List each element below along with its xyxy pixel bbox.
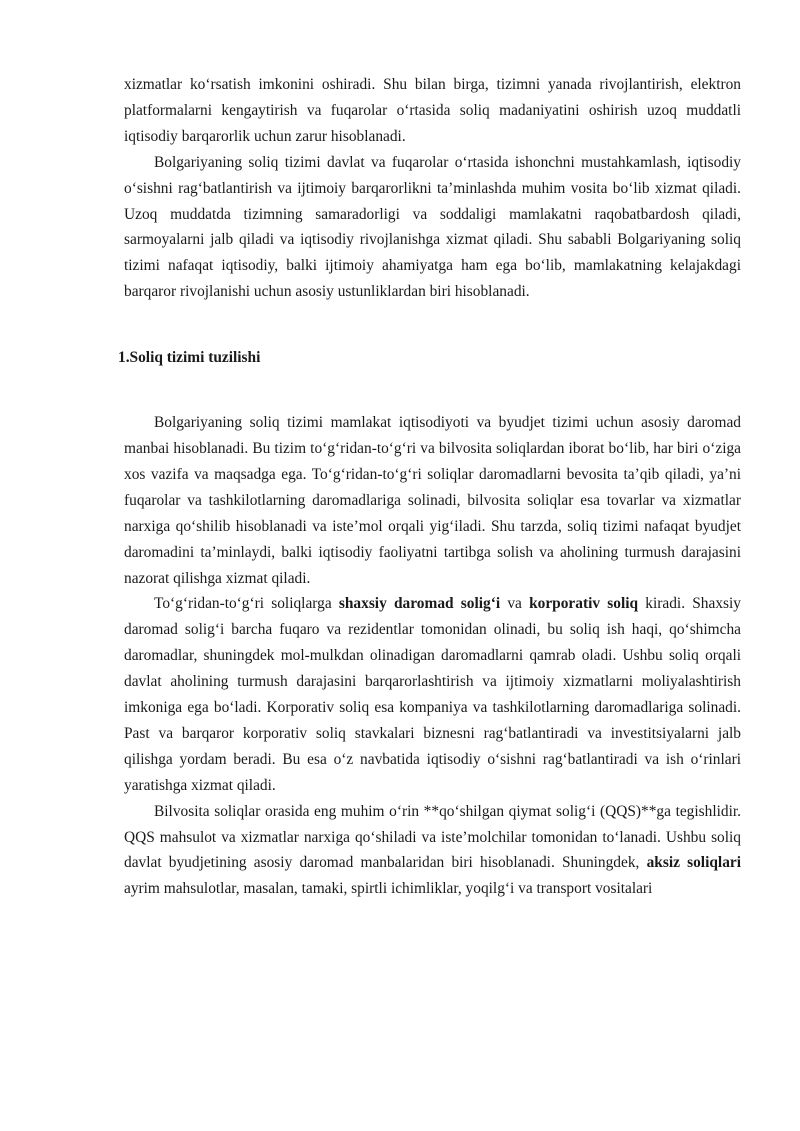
document-body: [118, 72, 741, 902]
paragraph-indirect-taxes: [124, 799, 741, 903]
text-run: To‘g‘ridan-to‘g‘ri soliqlarga: [154, 595, 339, 613]
bold-term-personal-income-tax: shaxsiy daromad solig‘i: [338, 595, 501, 613]
bold-term-corporate-tax: korporativ soliq: [529, 595, 639, 613]
paragraph-intro: Bolgariyaning soliq tizimi mamlakat iqtisodiyoti va byudjet tizimi uchun asosiy daromad manbai hisoblanadi. Bu tizim to‘g‘ridan-to‘g‘ri va bilvosita soliqlardan iborat bo‘lib, har biri o‘ziga xos vazifa va maqsadga ega. To‘g‘ridan-to‘g‘ri soliqlar daromadlarni bevosita ta’qib qiladi, ya’ni fuqarolar va tashkilotlarning daromadlariga solinadi, bilvosita soliqlar esa tovarlar va xizmatlar narxiga qo‘shilib hisoblanadi va iste’mol orqali yig‘iladi. Shu tarzda, soliq tizimi nafaqat byudjet daromadini ta’minlaydi, balki iqtisodiy faoliyatni tartibga solish va aholining turmush darajasini nazorat qilishga xizmat qiladi.: [124, 414, 741, 587]
spacer: [124, 305, 741, 345]
section-heading: 1.Soliq tizimi tuzilishi: [118, 349, 261, 367]
paragraph-continuation: xizmatlar ko‘rsatish imkonini oshiradi. Shu bilan birga, tizimni yanada rivojlantirish, elektron platformalarni kengaytirish va fuqarolar o‘rtasida soliq madaniyatini oshirish uzoq muddatli iqtisodiy barqarorlik uchun zarur hisoblanadi.: [124, 76, 741, 145]
text-run: va: [500, 595, 530, 613]
text-run: Bilvosita soliqlar orasida eng muhim o‘rin **qo‘shilgan qiymat solig‘i (QQS)**ga tegishlidir. QQS mahsulot va xizmatlar narxiga qo‘shiladi va iste’molchilar tomonidan to‘lanadi. Ushbu soliq davlat byudjetining asosiy daromad manbalaridan biri hisoblanadi. Shuningdek,: [124, 802, 741, 872]
paragraph-conclusion: Bolgariyaning soliq tizimi davlat va fuqarolar o‘rtasida ishonchni mustahkamlash, iqtisodiy o‘sishni rag‘batlantirish va ijtimoiy barqarorlikni ta’minlashda muhim vosita bo‘lib xizmat qiladi. Uzoq muddatda tizimning samaradorligi va soddaligi mamlakatni raqobatbardosh qiladi, sarmoyalarni jalb qiladi va iqtisodiy rivojlanishga xizmat qiladi. Shu sababli Bolgariyaning soliq tizimi nafaqat iqtisodiy, balki ijtimoiy ahamiyatga ham ega bo‘lib, mamlakatning kelajakdagi barqaror rivojlanishi uchun asosiy ustunliklardan biri hisoblanadi.: [124, 153, 741, 301]
text-run: kiradi. Shaxsiy daromad solig‘i barcha fuqaro va rezidentlar tomonidan olinadi, bu soliq ish haqi, qo‘shimcha daromadlar, shuningdek mol-mulkdan olinadigan daromadlarni qamrab oladi. Ushbu soliq orqali davlat aholining turmush darajasini barqarorlashtirish va ijtimoiy xizmatlarni moliyalashtirish imkoniga ega bo‘ladi. Korporativ soliq esa kompaniya va tashkilotlarning daromadlariga solinadi. Past va barqaror korporativ soliq stavkalari biznesni rag‘batlantiradi va investitsiyalarni jalb qilishga yordam beradi. Bu esa o‘z navbatida iqtisodiy o‘sishni rag‘batlantiradi va ish o‘rinlari yaratishga xizmat qiladi.: [124, 595, 741, 794]
text-run: ayrim mahsulotlar, masalan, tamaki, spirtli ichimliklar, yoqilg‘i va transport vositalari: [124, 880, 653, 898]
spacer: [124, 371, 741, 410]
bold-term-excise-taxes: aksiz soliqlari: [646, 854, 741, 872]
paragraph-direct-taxes: [124, 591, 741, 798]
